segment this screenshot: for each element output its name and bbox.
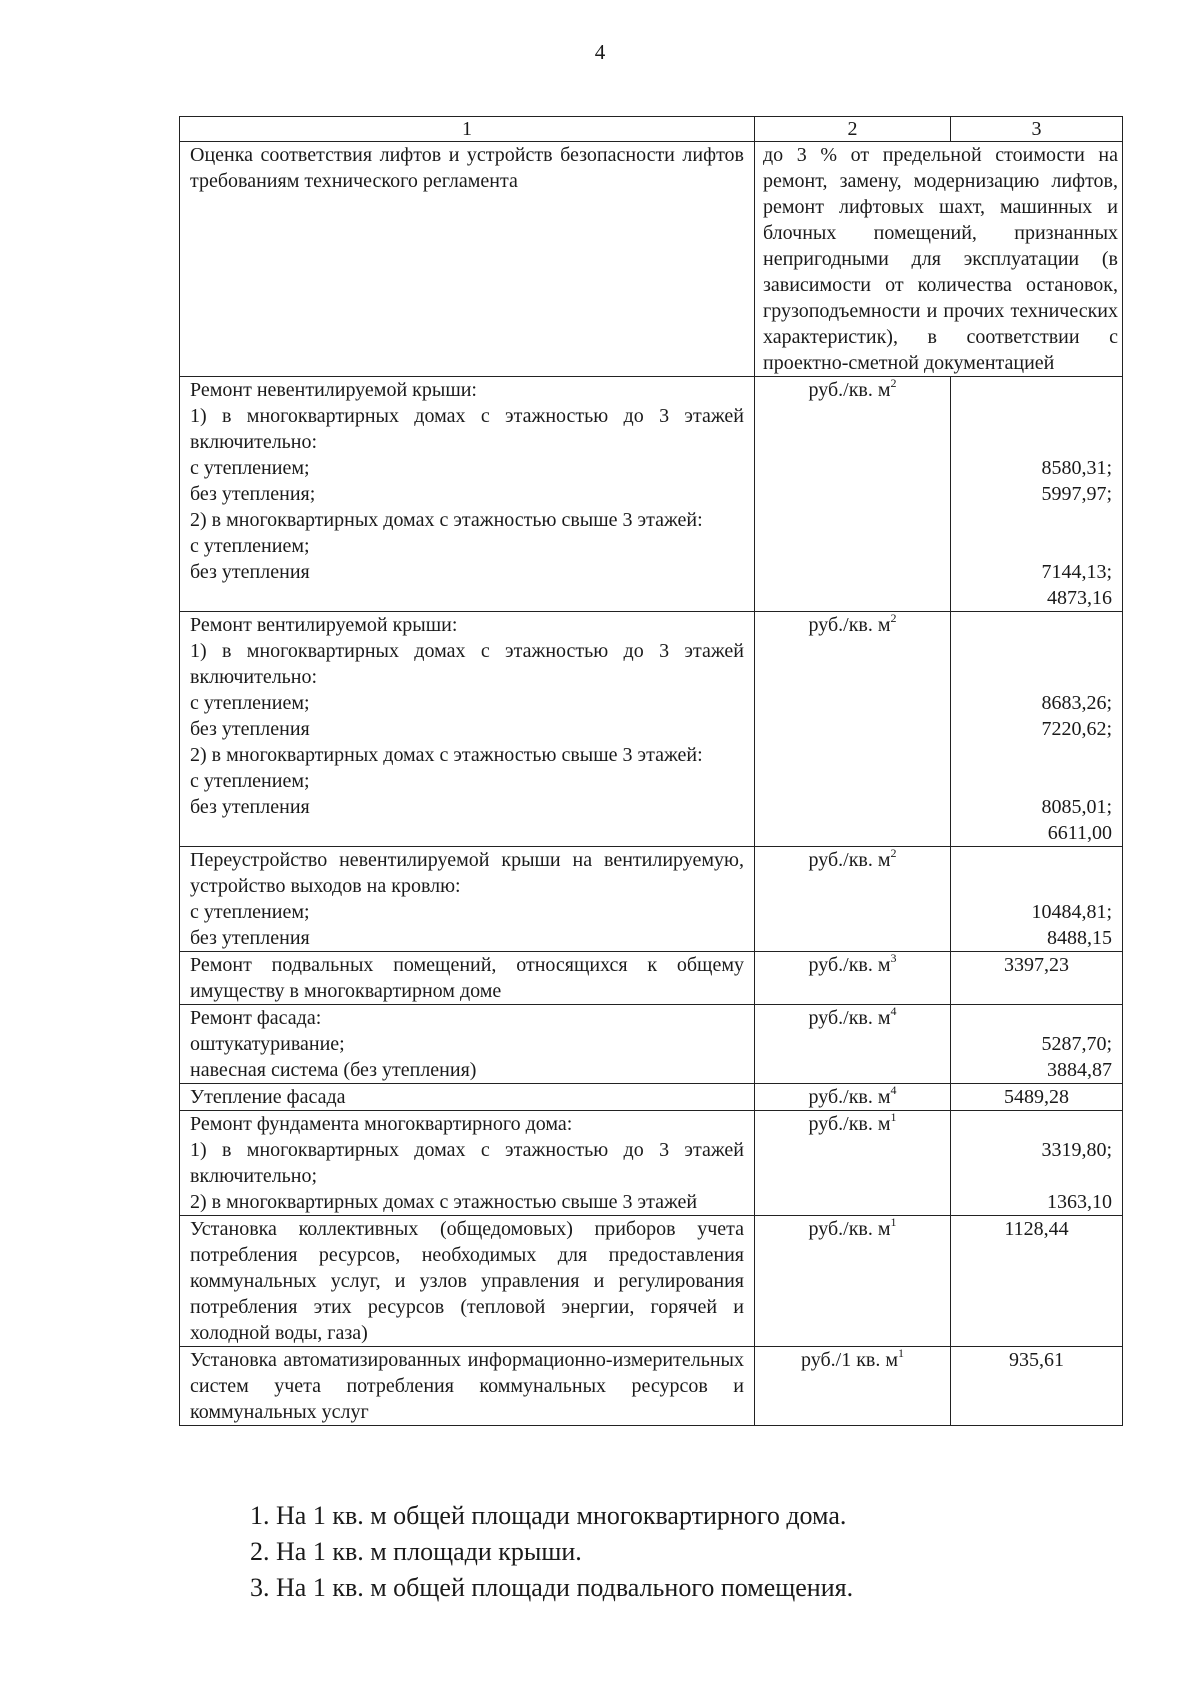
work-description — [180, 1005, 755, 1084]
description-line: Оценка соответствия лифтов и устройств безопасности лифтов требованиям технического регламента — [190, 144, 744, 192]
description-line: 2) в многоквартирных домах с этажностью свыше 3 этажей: — [190, 744, 703, 766]
value: 1128,44 — [1004, 1218, 1069, 1240]
unit-text: руб./кв. м — [808, 1007, 891, 1029]
description-line: без утепления — [190, 718, 310, 740]
value: 3397,23 — [1004, 954, 1069, 976]
work-description — [180, 142, 755, 377]
description-line: без утепления — [190, 561, 310, 583]
table-row — [180, 847, 1123, 952]
unit-cell — [755, 612, 951, 847]
table-row — [180, 612, 1123, 847]
value-cell — [951, 952, 1123, 1005]
unit-cell — [755, 1005, 951, 1084]
footnotes — [250, 1498, 853, 1606]
value: 4873,16 — [1047, 587, 1112, 609]
value-cell — [951, 612, 1123, 847]
description-line: Переустройство невентилируемой крыши на вентилируемую, устройство выходов на кровлю: — [190, 849, 744, 897]
column-header-3: 3 — [951, 117, 1123, 142]
unit-cell — [755, 1084, 951, 1111]
cost-table — [179, 116, 1123, 1426]
description-line: Ремонт невентилируемой крыши: — [190, 379, 477, 401]
unit-text: руб./кв. м — [808, 379, 891, 401]
value-cell — [951, 1216, 1123, 1347]
unit-superscript: 1 — [890, 1215, 897, 1230]
unit-cell — [755, 1216, 951, 1347]
unit-superscript: 2 — [890, 846, 897, 861]
description-line: без утепления — [190, 927, 310, 949]
description-line: Утепление фасада — [190, 1086, 346, 1108]
unit-superscript: 3 — [890, 951, 897, 966]
unit-text: руб./кв. м — [808, 1113, 891, 1135]
unit-text: руб./кв. м — [808, 1218, 891, 1240]
description-line: 1) в многоквартирных домах с этажностью до 3 этажей включительно; — [190, 1139, 744, 1187]
description-line: 2) в многоквартирных домах с этажностью свыше 3 этажей — [190, 1191, 698, 1213]
description-line: Установка автоматизированных информационно-измерительных систем учета потребления коммунальных ресурсов и коммунальных услуг — [190, 1349, 744, 1423]
cost-note — [755, 142, 1123, 377]
footnote: 2. На 1 кв. м площади крыши. — [250, 1537, 582, 1566]
table-row — [180, 1216, 1123, 1347]
description-line: Ремонт фундамента многоквартирного дома: — [190, 1113, 573, 1135]
table-row — [180, 1005, 1123, 1084]
table-row — [180, 1111, 1123, 1216]
description-line: Ремонт фасада: — [190, 1007, 322, 1029]
unit-superscript: 2 — [890, 376, 897, 391]
description-line: с утеплением; — [190, 770, 310, 792]
description-line: с утеплением; — [190, 457, 310, 479]
unit-superscript: 1 — [898, 1346, 905, 1361]
description-line: 1) в многоквартирных домах с этажностью до 3 этажей включительно: — [190, 405, 744, 453]
description-line: с утеплением; — [190, 692, 310, 714]
unit-cell — [755, 847, 951, 952]
value-cell — [951, 847, 1123, 952]
description-line: без утепления — [190, 796, 310, 818]
value: 5287,70; — [1041, 1033, 1112, 1055]
page-number: 4 — [594, 40, 606, 64]
header-row — [180, 117, 1123, 142]
unit-cell — [755, 1347, 951, 1426]
unit-cell — [755, 377, 951, 612]
description-line: Ремонт подвальных помещений, относящихся к общему имуществу в многоквартирном доме — [190, 954, 744, 1002]
cost-note-text: до 3 % от предельной стоимости на ремонт, замену, модернизацию лифтов, ремонт лифтовых шахт, машинных и блочных помещений, признанных непригодными для эксплуатации (в зависимости от количества остановок, грузоподъемности и прочих технических характеристик), в соответствии с проектно-сметной документацией — [763, 144, 1118, 374]
unit-text: руб./кв. м — [808, 849, 891, 871]
value: 8580,31; — [1041, 457, 1112, 479]
description-line: оштукатуривание; — [190, 1033, 345, 1055]
unit-cell — [755, 1111, 951, 1216]
description-line: с утеплением; — [190, 535, 310, 557]
footnote: 1. На 1 кв. м общей площади многоквартирного дома. — [250, 1501, 847, 1530]
value: 8085,01; — [1041, 796, 1112, 818]
unit-text: руб./кв. м — [808, 614, 891, 636]
value: 7220,62; — [1041, 718, 1112, 740]
description-line: 2) в многоквартирных домах с этажностью свыше 3 этажей: — [190, 509, 703, 531]
work-description — [180, 377, 755, 612]
value-cell — [951, 1347, 1123, 1426]
unit-superscript: 2 — [890, 611, 897, 626]
work-description — [180, 952, 755, 1005]
work-description — [180, 1347, 755, 1426]
table-row — [180, 142, 1123, 377]
value: 3884,87 — [1047, 1059, 1112, 1081]
work-description — [180, 612, 755, 847]
table-row — [180, 377, 1123, 612]
value-cell — [951, 1084, 1123, 1111]
value: 935,61 — [1009, 1349, 1064, 1371]
value-cell — [951, 1111, 1123, 1216]
value-cell — [951, 1005, 1123, 1084]
column-header-1: 1 — [180, 117, 755, 142]
description-line: с утеплением; — [190, 901, 310, 923]
value: 10484,81; — [1031, 901, 1112, 923]
unit-superscript: 4 — [890, 1004, 897, 1019]
value: 5489,28 — [1004, 1086, 1069, 1108]
table-row — [180, 1347, 1123, 1426]
work-description — [180, 1111, 755, 1216]
unit-superscript: 1 — [890, 1110, 897, 1125]
unit-text: руб./кв. м — [808, 954, 891, 976]
work-description — [180, 1084, 755, 1111]
value: 1363,10 — [1047, 1191, 1112, 1213]
value: 8488,15 — [1047, 927, 1112, 949]
description-line: Ремонт вентилируемой крыши: — [190, 614, 458, 636]
value: 8683,26; — [1041, 692, 1112, 714]
value: 5997,97; — [1041, 483, 1112, 505]
column-header-2: 2 — [755, 117, 951, 142]
description-line: без утепления; — [190, 483, 316, 505]
unit-text: руб./1 кв. м — [800, 1349, 899, 1371]
work-description — [180, 1216, 755, 1347]
description-line: Установка коллективных (общедомовых) приборов учета потребления ресурсов, необходимых для предоставления коммунальных услуг, и узлов управления и регулирования потребления этих ресурсов (тепловой энергии, горячей и холодной воды, газа) — [190, 1218, 744, 1344]
unit-text: руб./кв. м — [808, 1086, 891, 1108]
value: 7144,13; — [1041, 561, 1112, 583]
unit-cell — [755, 952, 951, 1005]
value-cell — [951, 377, 1123, 612]
value: 6611,00 — [1047, 822, 1112, 844]
footnote: 3. На 1 кв. м общей площади подвального помещения. — [250, 1573, 854, 1602]
table-row — [180, 952, 1123, 1005]
description-line: навесная система (без утепления) — [190, 1059, 477, 1081]
unit-superscript: 4 — [890, 1083, 897, 1098]
work-description — [180, 847, 755, 952]
description-line: 1) в многоквартирных домах с этажностью до 3 этажей включительно: — [190, 640, 744, 688]
table-row — [180, 1084, 1123, 1111]
value: 3319,80; — [1041, 1139, 1112, 1161]
